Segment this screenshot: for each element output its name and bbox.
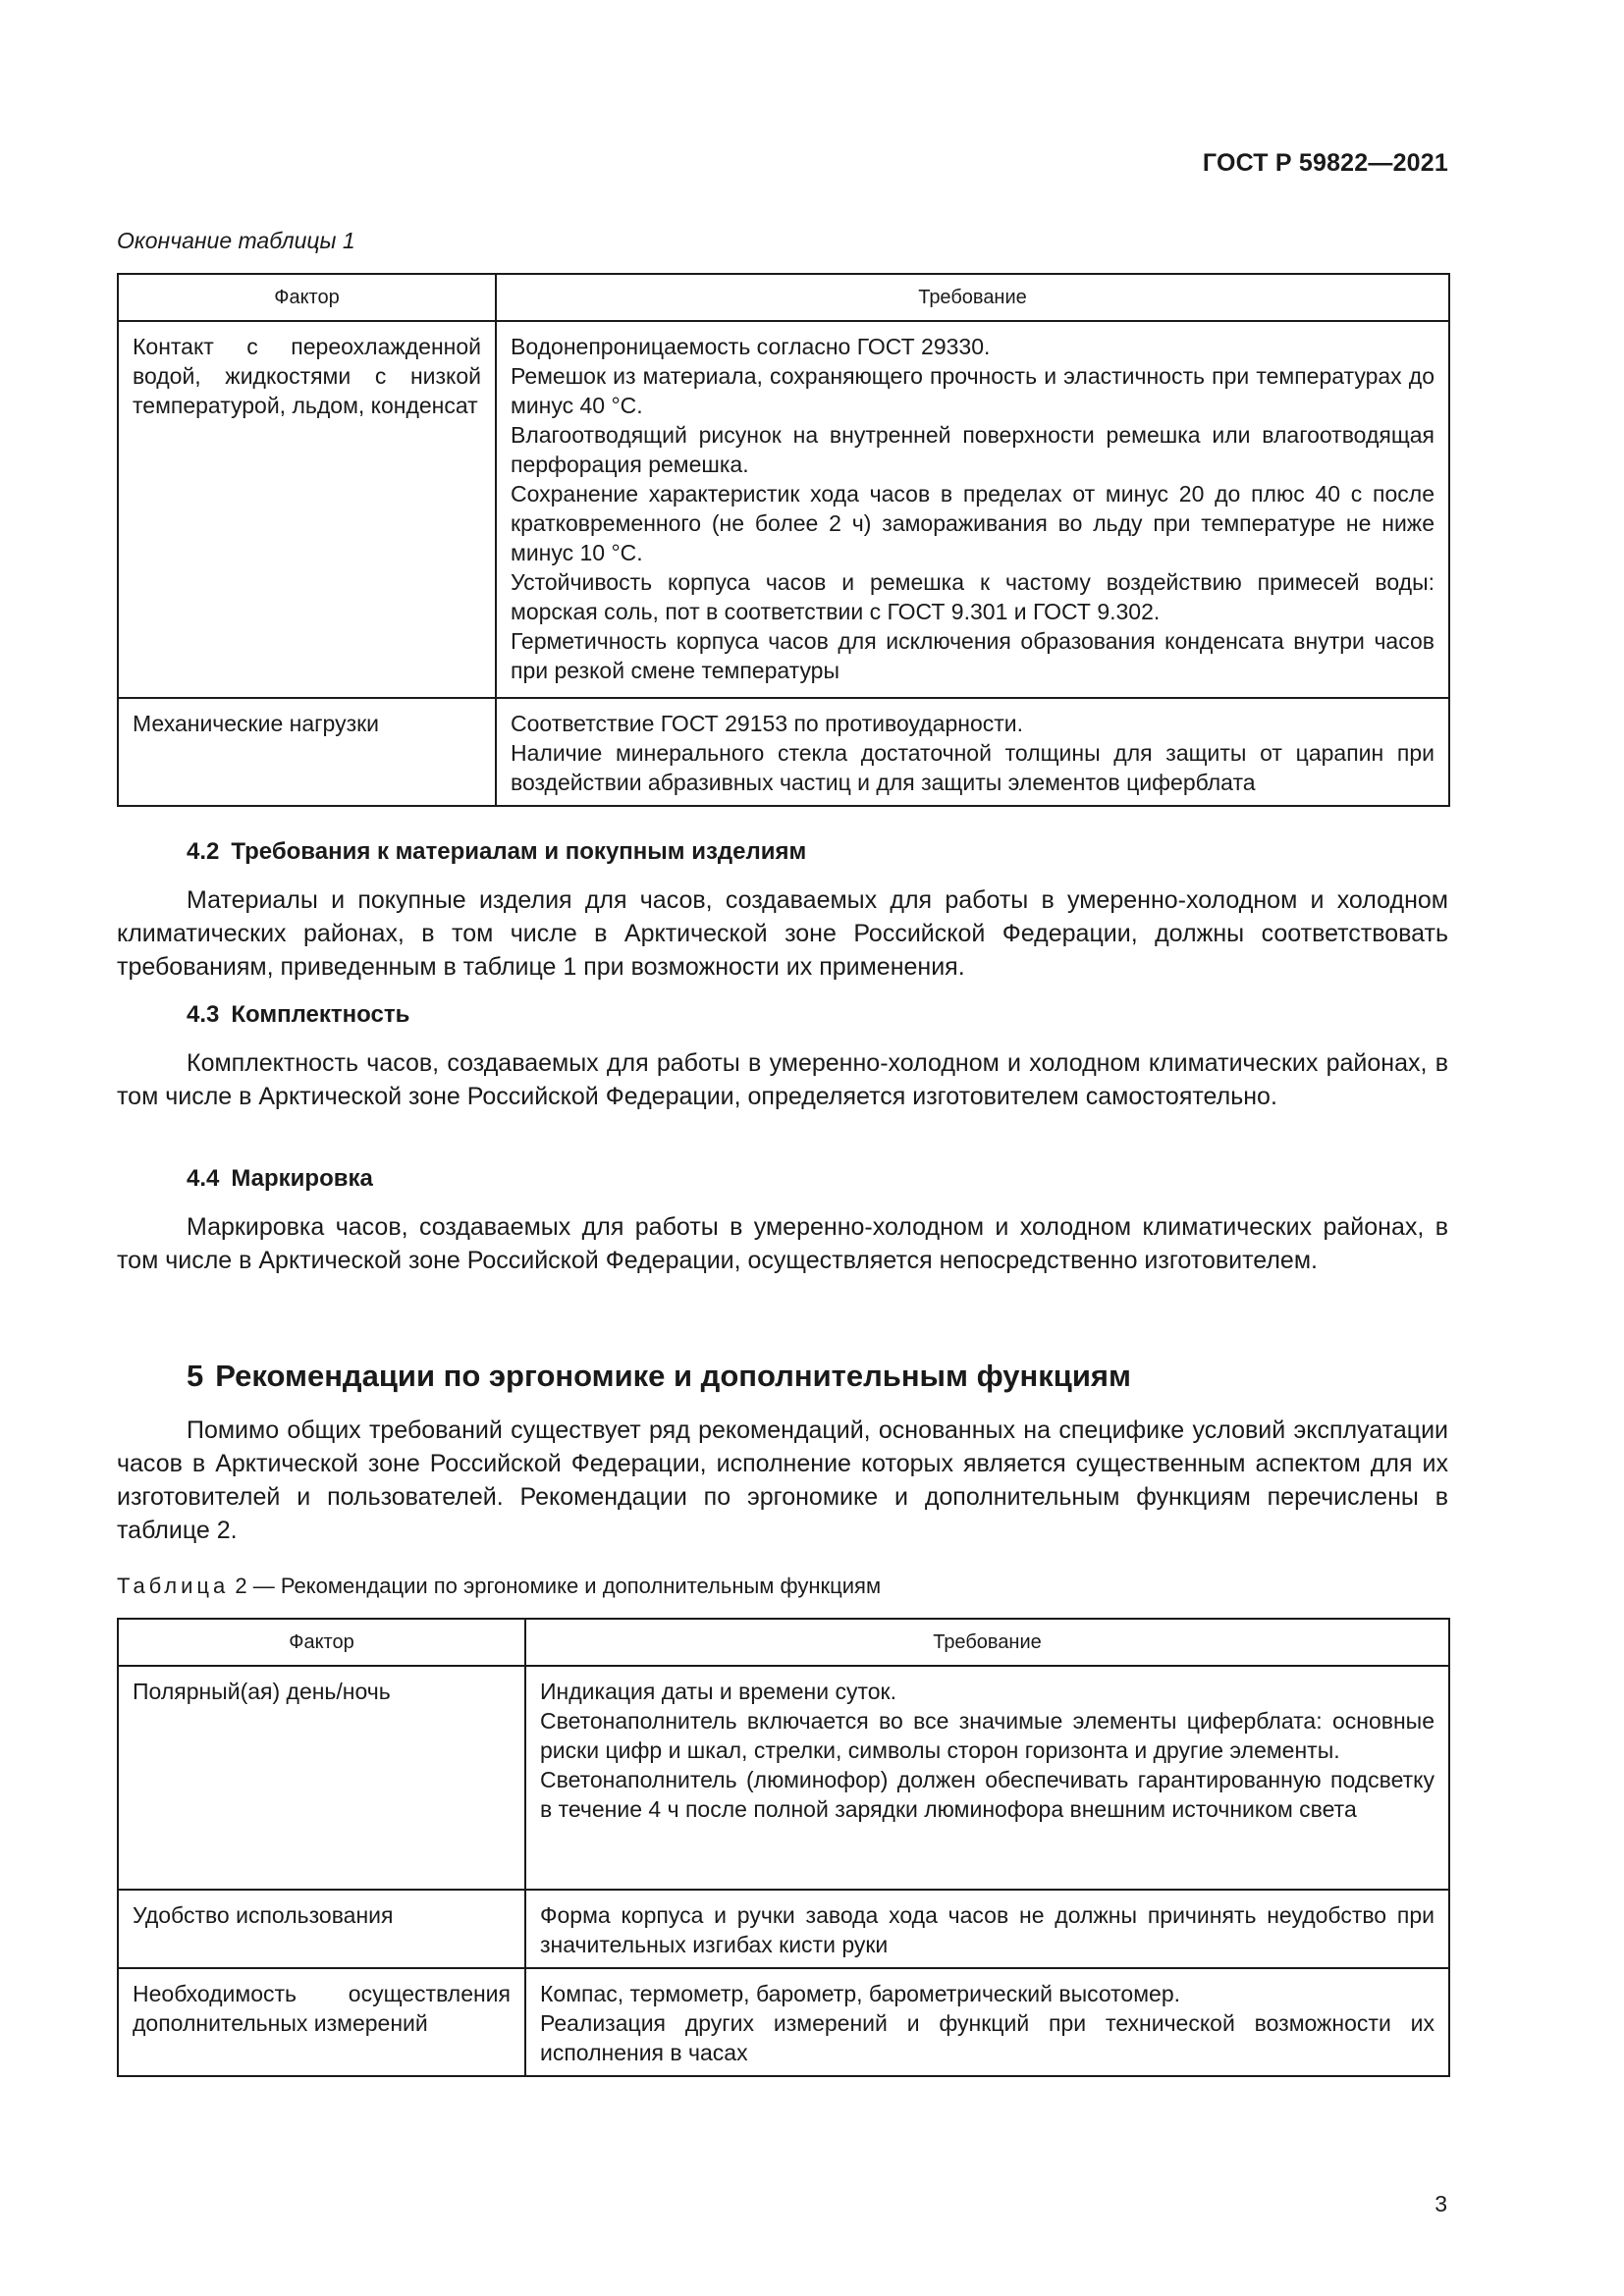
factor-cell: Механические нагрузки	[118, 698, 496, 806]
factor-cell: Удобство использования	[118, 1890, 525, 1968]
factor-cell: Необходимость осуществления дополнительных измерений	[118, 1968, 525, 2076]
section-number: 4.2	[187, 838, 220, 865]
table-row	[118, 1666, 1449, 1890]
column-header-factor: Фактор	[118, 1619, 525, 1666]
section-title: Рекомендации по эргономике и дополнительным функциям	[215, 1359, 1131, 1393]
requirement-cell	[496, 321, 1449, 698]
table-1	[117, 273, 1450, 807]
requirement-line: Ремешок из материала, сохраняющего прочность и эластичность при температурах до минус 40 °С.	[511, 363, 1435, 418]
requirement-line: Водонепроницаемость согласно ГОСТ 29330.	[511, 334, 991, 359]
requirement-line: Светонаполнитель включается во все значимые элементы циферблата: основные риски цифр и шкал, стрелки, символы сторон горизонта и другие элементы.	[540, 1708, 1435, 1763]
table-row	[118, 1968, 1449, 2076]
column-header-requirement: Требование	[496, 274, 1449, 321]
section-paragraph-4-3: Комплектность часов, создаваемых для работы в умеренно-холодном и холодном климатических районах, в том числе в Арктической зоне Российской Федерации, определяется изготовителем самостоятельно.	[117, 1049, 1448, 1110]
section-title: Маркировка	[231, 1165, 373, 1192]
page-number: 3	[1435, 2191, 1447, 2216]
table-header-row	[118, 274, 1449, 321]
requirement-line: Влагоотводящий рисунок на внутренней поверхности ремешка или влагоотводящая перфорация ремешка.	[511, 422, 1435, 477]
requirement-line: Компас, термометр, барометр, барометрический высотомер.	[540, 1981, 1181, 2006]
section-number: 5	[187, 1359, 204, 1393]
requirement-line: Реализация других измерений и функций при технической возможности их исполнения в часах	[540, 2010, 1435, 2065]
table2-caption	[117, 1574, 881, 1599]
requirement-line: Наличие минерального стекла достаточной толщины для защиты от царапин при воздействии абразивных частиц и для защиты элементов циферблата	[511, 740, 1435, 795]
section-number: 4.3	[187, 1001, 220, 1028]
section-heading-5	[187, 1359, 1131, 1394]
table-row	[118, 698, 1449, 806]
requirement-cell	[525, 1666, 1449, 1890]
section-paragraph-5: Помимо общих требований существует ряд рекомендаций, основанных на специфике условий эксплуатации часов в Арктической зоне Российской Федерации, исполнение которых является существенным аспектом для их изготовителей и пользователей. Рекомендации по эргономике и дополнительным функциям перечислены в таблице 2.	[117, 1416, 1448, 1544]
section-heading-4-4	[187, 1165, 373, 1193]
column-header-requirement: Требование	[525, 1619, 1449, 1666]
section-heading-4-2	[187, 838, 806, 866]
requirement-cell	[496, 698, 1449, 806]
section-paragraph-4-2: Материалы и покупные изделия для часов, создаваемых для работы в умеренно-холодном и холодном климатических районах, в том числе в Арктической зоне Российской Федерации, должны соответствовать требованиям, приведенным в таблице 1 при возможности их применения.	[117, 886, 1448, 981]
section-number: 4.4	[187, 1165, 220, 1192]
requirement-cell	[525, 1968, 1449, 2076]
factor-cell: Контакт с переохлажденной водой, жидкостями с низкой температурой, льдом, конденсат	[118, 321, 496, 698]
factor-cell: Полярный(ая) день/ночь	[118, 1666, 525, 1890]
section-title: Комплектность	[231, 1001, 410, 1028]
requirement-line: Индикация даты и времени суток.	[540, 1679, 896, 1704]
table-row	[118, 1890, 1449, 1968]
table-row	[118, 321, 1449, 698]
table-header-row	[118, 1619, 1449, 1666]
requirement-line: Герметичность корпуса часов для исключения образования конденсата внутри часов при резкой смене температуры	[511, 628, 1435, 683]
table2-caption-word: Таблица	[117, 1574, 230, 1598]
section-title: Требования к материалам и покупным изделиям	[231, 838, 807, 865]
standard-code: ГОСТ Р 59822—2021	[1202, 149, 1448, 177]
requirement-line: Форма корпуса и ручки завода хода часов не должны причинять неудобство при значительных изгибах кисти руки	[540, 1902, 1435, 1957]
table1-continuation-label: Окончание таблицы 1	[117, 228, 355, 253]
table-2	[117, 1618, 1450, 2077]
requirement-line: Соответствие ГОСТ 29153 по противоударности.	[511, 711, 1024, 736]
requirement-line: Устойчивость корпуса часов и ремешка к частому воздействию примесей воды: морская соль, пот в соответствии с ГОСТ 9.301 и ГОСТ 9.302.	[511, 569, 1435, 624]
table2-caption-text: 2 — Рекомендации по эргономике и дополнительным функциям	[235, 1574, 882, 1598]
requirement-line: Сохранение характеристик хода часов в пределах от минус 20 до плюс 40 с после кратковременного (не более 2 ч) замораживания во льду при температуре не ниже минус 10 °С.	[511, 481, 1435, 565]
requirement-cell	[525, 1890, 1449, 1968]
requirement-line: Светонаполнитель (люминофор) должен обеспечивать гарантированную подсветку в течение 4 ч после полной зарядки люминофора внешним источником света	[540, 1767, 1435, 1822]
section-heading-4-3	[187, 1001, 409, 1029]
section-paragraph-4-4: Маркировка часов, создаваемых для работы в умеренно-холодном и холодном климатических районах, в том числе в Арктической зоне Российской Федерации, осуществляется непосредственно изготовителем.	[117, 1213, 1448, 1274]
column-header-factor: Фактор	[118, 274, 496, 321]
